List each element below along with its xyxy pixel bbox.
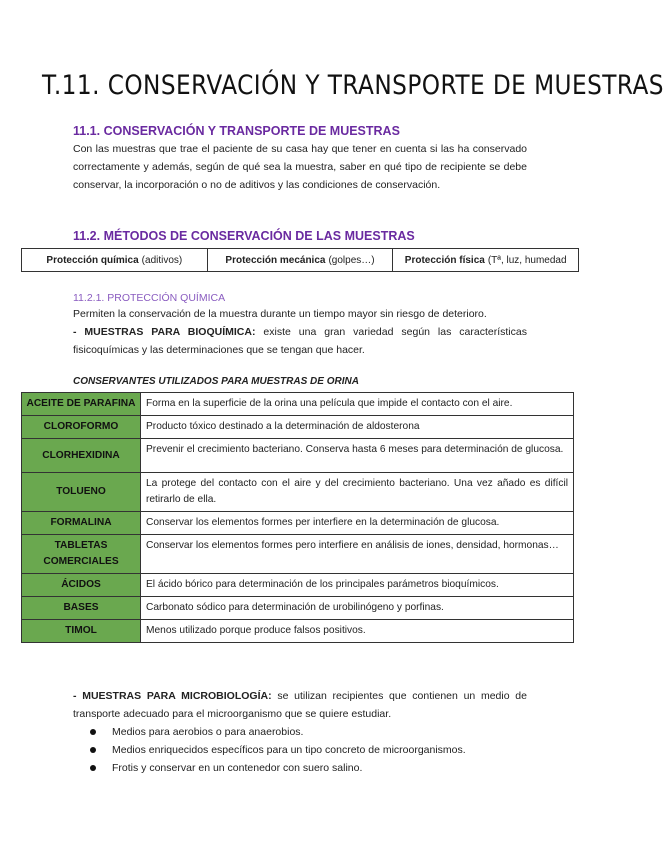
bioquimica-paragraph <box>73 323 527 359</box>
bullet-icon <box>90 765 96 771</box>
microbiologia-label: - MUESTRAS PARA MICROBIOLOGÍA: <box>73 690 272 702</box>
table-row <box>22 416 574 439</box>
microbiologia-text: se utilizan recipientes que contienen un medio de transporte adecuado para el microorganismo que se quiere estudiar. <box>73 690 527 720</box>
page-title: T.11. CONSERVACIÓN Y TRANSPORTE DE MUESTRAS <box>42 70 664 101</box>
method-label: Protección mecánica <box>225 254 326 266</box>
subsection-heading-proteccion-quimica: 11.2.1. PROTECCIÓN QUÍMICA <box>73 292 226 304</box>
list-item <box>86 741 526 759</box>
preservative-name: ÁCIDOS <box>22 574 141 597</box>
preservative-description: La protege del contacto con el aire y del crecimiento bacteriano. Una vez añado es difícil retirarlo de ella. <box>141 473 574 512</box>
method-detail: (aditivos) <box>141 254 183 266</box>
bullet-icon <box>90 729 96 735</box>
methods-table <box>21 248 579 272</box>
table-row <box>22 620 574 643</box>
table-row <box>22 393 574 416</box>
preservative-description: Producto tóxico destinado a la determinación de aldosterona <box>141 416 574 439</box>
bioquimica-text: existe una gran variedad según las características fisicoquímicas y las determinaciones que se tengan que hacer. <box>73 326 527 356</box>
method-label: Protección física <box>404 254 485 266</box>
preservative-description: Carbonato sódico para determinación de urobilinógeno y porfinas. <box>141 597 574 620</box>
bioquimica-label: - MUESTRAS PARA BIOQUÍMICA: <box>73 326 256 338</box>
microbiologia-paragraph <box>73 687 527 723</box>
preservative-name: CLOROFORMO <box>22 416 141 439</box>
method-cell-fisica <box>393 249 578 271</box>
method-detail: (golpes…) <box>328 254 375 266</box>
list-item <box>86 759 526 777</box>
list-item-text: Medios para aerobios o para anaerobios. <box>112 726 304 738</box>
table-row <box>22 597 574 620</box>
preservative-name: ACEITE DE PARAFINA <box>22 393 141 416</box>
section-heading-metodos: 11.2. MÉTODOS DE CONSERVACIÓN DE LAS MUESTRAS <box>73 229 415 243</box>
table-row <box>22 473 574 512</box>
subsection-intro: Permiten la conservación de la muestra durante un tiempo mayor sin riesgo de deterioro. <box>73 308 487 320</box>
preservative-description: Conservar los elementos formes per interfiere en la determinación de glucosa. <box>141 512 574 535</box>
table-row <box>22 535 574 574</box>
table-row <box>22 574 574 597</box>
table-caption: CONSERVANTES UTILIZADOS PARA MUESTRAS DE ORINA <box>73 376 359 387</box>
method-cell-quimica <box>22 249 208 271</box>
table-row <box>22 512 574 535</box>
preservative-name: CLORHEXIDINA <box>22 439 141 473</box>
preservative-name: TABLETAS COMERCIALES <box>22 535 141 574</box>
section-heading-conservacion: 11.1. CONSERVACIÓN Y TRANSPORTE DE MUESTRAS <box>73 124 400 138</box>
list-item-text: Medios enriquecidos específicos para un tipo concreto de microorganismos. <box>112 744 466 756</box>
list-item-text: Frotis y conservar en un contenedor con suero salino. <box>112 762 363 774</box>
preservatives-table <box>21 392 574 643</box>
method-cell-mecanica <box>208 249 394 271</box>
method-detail: (Tª, luz, humedad <box>487 254 567 266</box>
bullet-icon <box>90 747 96 753</box>
table-row <box>22 439 574 473</box>
preservative-description: Forma en la superficie de la orina una película que impide el contacto con el aire. <box>141 393 574 416</box>
preservative-description: Menos utilizado porque produce falsos positivos. <box>141 620 574 643</box>
method-label: Protección química <box>46 254 139 266</box>
preservative-name: FORMALINA <box>22 512 141 535</box>
preservative-name: BASES <box>22 597 141 620</box>
section-body-conservacion: Con las muestras que trae el paciente de su casa hay que tener en cuenta si las ha conservado correctamente y además, según de qué sea la muestra, saber en qué tipo de recipiente se debe conservar, la incorporación o no de aditivos y las condiciones de conservación. <box>73 143 527 191</box>
preservative-description: Conservar los elementos formes pero interfiere en análisis de iones, densidad, hormonas… <box>141 535 574 574</box>
preservative-name: TOLUENO <box>22 473 141 512</box>
preservative-name: TIMOL <box>22 620 141 643</box>
list-item <box>86 723 526 741</box>
microbiologia-bullet-list <box>86 723 526 777</box>
preservative-description: Prevenir el crecimiento bacteriano. Conserva hasta 6 meses para determinación de glucosa. <box>141 439 574 473</box>
preservative-description: El ácido bórico para determinación de los principales parámetros bioquímicos. <box>141 574 574 597</box>
